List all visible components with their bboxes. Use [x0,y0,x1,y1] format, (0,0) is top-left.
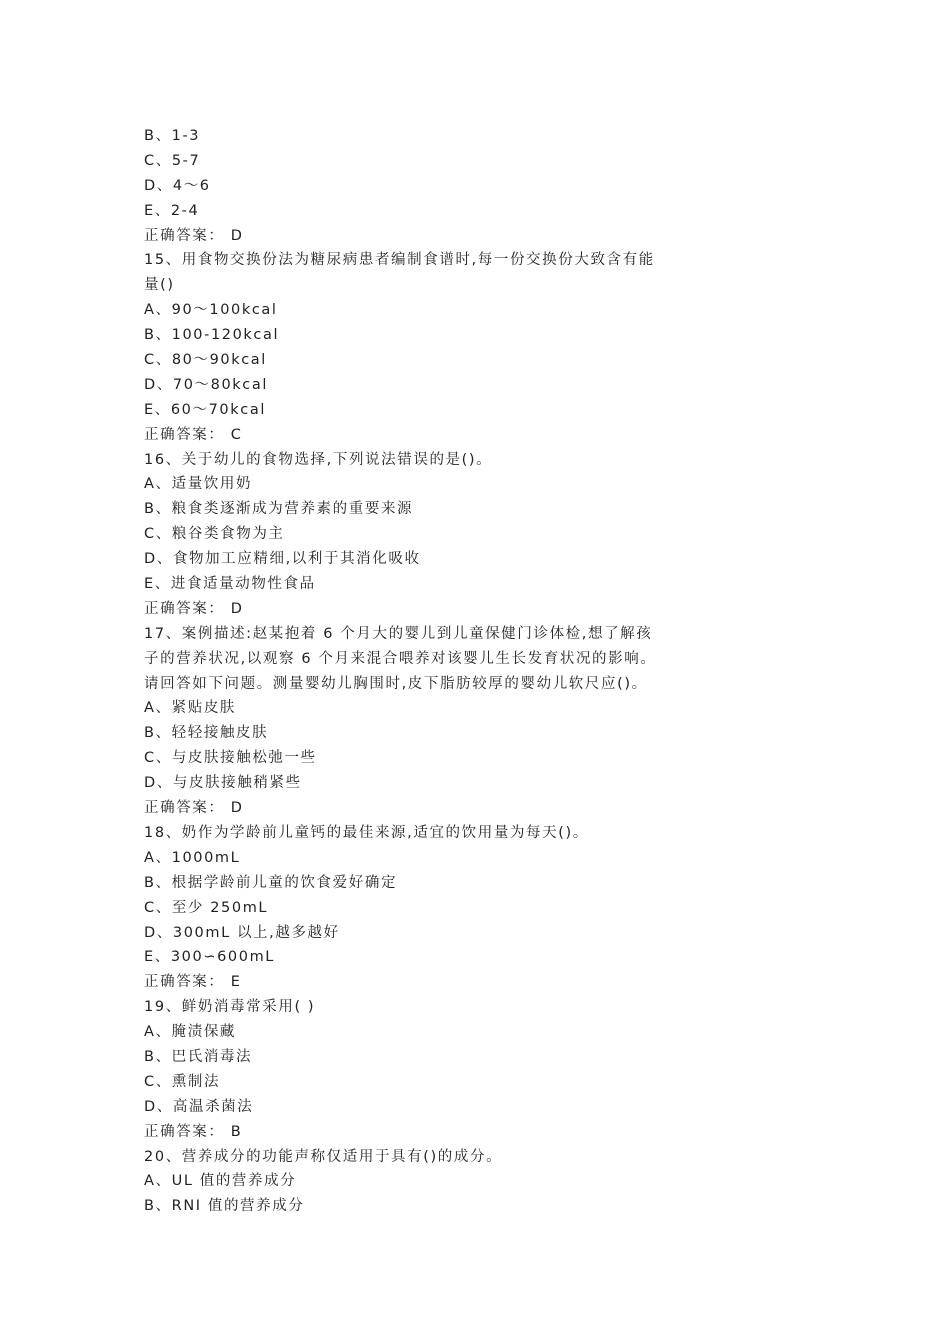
option-d-q14: D、4～6 [144,177,211,194]
option-d-q19: D、高温杀菌法 [144,1098,254,1115]
option-d-q18: D、300mL 以上,越多越好 [144,924,340,941]
question-15-line1: 15、用食物交换份法为糖尿病患者编制食谱时,每一份交换份大致含有能 [144,252,655,269]
question-19: 19、鲜奶消毒常采用( ) [144,999,316,1016]
option-a-q15: A、90～100kcal [144,302,278,319]
question-20: 20、营养成分的功能声称仅适用于具有()的成分。 [144,1148,503,1165]
option-b-q18: B、根据学龄前儿童的饮食爱好确定 [144,874,398,891]
answer-q15: 正确答案： C [144,426,243,443]
option-e-q18: E、300∽600mL [144,949,275,966]
option-b-q17: B、轻轻接触皮肤 [144,725,269,742]
option-b-q20: B、RNI 值的营养成分 [144,1198,305,1215]
option-c-q14: C、5-7 [144,152,201,169]
option-e-q15: E、60～70kcal [144,401,266,418]
answer-q16: 正确答案： D [144,600,244,617]
question-16: 16、关于幼儿的食物选择,下列说法错误的是()。 [144,451,493,468]
option-c-q15: C、80～90kcal [144,352,267,369]
answer-q18: 正确答案： E [144,974,242,991]
option-d-q16: D、食物加工应精细,以利于其消化吸收 [144,551,421,568]
option-e-q16: E、进食适量动物性食品 [144,576,316,593]
answer-q19: 正确答案： B [144,1123,243,1140]
option-c-q18: C、至少 250mL [144,899,269,916]
answer-q17: 正确答案： D [144,800,244,817]
question-15-line2: 量() [144,277,175,294]
document-page [144,124,684,1219]
question-17-line2: 子的营养状况,以观察 6 个月来混合喂养对该婴儿生长发育状况的影响。 [144,650,657,667]
option-a-q18: A、1000mL [144,849,241,866]
question-18: 18、奶作为学龄前儿童钙的最佳来源,适宜的饮用量为每天()。 [144,824,589,841]
question-17-line3: 请回答如下问题。测量婴幼儿胸围时,皮下脂肪较厚的婴幼儿软尺应()。 [144,675,648,692]
option-a-q19: A、腌渍保藏 [144,1024,237,1041]
option-a-q16: A、适量饮用奶 [144,476,253,493]
option-a-q20: A、UL 值的营养成分 [144,1173,297,1190]
option-c-q16: C、粮谷类食物为主 [144,526,285,543]
option-c-q17: C、与皮肤接触松弛一些 [144,750,317,767]
option-b-q14: B、1-3 [144,128,201,144]
answer-q14: 正确答案： D [144,227,244,244]
question-17-line1: 17、案例描述:赵某抱着 6 个月大的婴儿到儿童保健门诊体检,想了解孩 [144,625,653,642]
option-b-q16: B、粮食类逐渐成为营养素的重要来源 [144,501,414,518]
option-e-q14: E、2-4 [144,202,200,219]
option-d-q17: D、与皮肤接触稍紧些 [144,775,302,792]
option-a-q17: A、紧贴皮肤 [144,700,237,717]
option-d-q15: D、70～80kcal [144,376,268,393]
option-c-q19: C、熏制法 [144,1073,221,1090]
option-b-q19: B、巴氏消毒法 [144,1048,253,1065]
option-b-q15: B、100-120kcal [144,327,280,344]
